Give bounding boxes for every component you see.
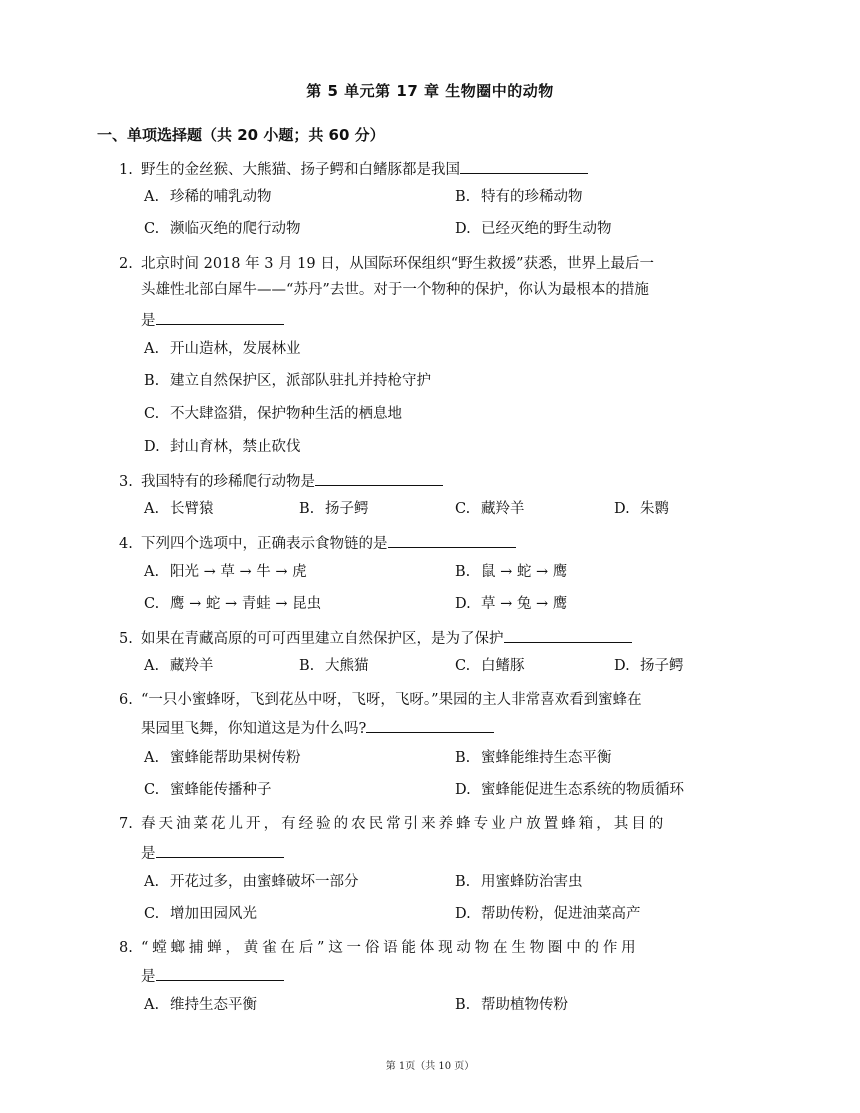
question-number: 5.	[119, 631, 133, 647]
question-text-line: 是	[141, 966, 284, 987]
option-b: B. 用蜜蜂防治害虫	[455, 874, 583, 890]
option-d: D. 草 → 兔 → 鹰	[455, 596, 568, 612]
page-title: 第 5 单元第 17 章 生物圈中的动物	[306, 82, 554, 100]
option-b: B. 扬子鳄	[299, 501, 369, 517]
question-text: 下列四个选项中，正确表示食物链的是	[141, 536, 388, 552]
question-number: 7.	[119, 816, 133, 832]
answer-blank	[315, 471, 443, 486]
option-c: C. 蜜蜂能传播种子	[144, 782, 272, 798]
question-3	[119, 471, 443, 492]
answer-blank	[460, 159, 588, 174]
answer-blank	[156, 310, 284, 325]
page-footer: 第 1页（共 10 页）	[385, 1061, 475, 1072]
question-number: 6.	[119, 692, 133, 708]
option-b: B. 建立自然保护区，派部队驻扎并持枪守护	[144, 373, 431, 389]
option-b: B. 鼠 → 蛇 → 鹰	[455, 564, 568, 580]
question-7	[119, 814, 662, 834]
question-text: “一只小蜜蜂呀，飞到花丛中呀，飞呀，飞呀。”果园的主人非常喜欢看到蜜蜂在	[141, 692, 642, 708]
option-d: D. 扬子鳄	[614, 658, 684, 674]
answer-blank	[366, 718, 494, 733]
question-text-line: 是	[141, 310, 284, 331]
question-text: “ 螳 螂 捕 蝉 ， 黄 雀 在 后 ” 这 一 俗 语 能 体 现 动 物 在 生 物 圈 中 的 作 用	[141, 940, 636, 956]
answer-blank	[388, 533, 516, 548]
answer-blank	[156, 843, 284, 858]
option-b: B. 帮助植物传粉	[455, 997, 568, 1013]
question-text: 野生的金丝猴、大熊猫、扬子鳄和白鳍豚都是我国	[141, 162, 460, 178]
option-d: D. 已经灭绝的野生动物	[455, 221, 612, 237]
option-c: C. 濒临灭绝的爬行动物	[144, 221, 301, 237]
option-d: D. 帮助传粉，促进油菜高产	[455, 906, 641, 922]
question-number: 4.	[119, 536, 133, 552]
question-text-line: 头雄性北部白犀牛——“苏丹”去世。对于一个物种的保护，你认为最根本的措施	[141, 282, 649, 298]
option-c: C. 藏羚羊	[455, 501, 525, 517]
option-a: A. 珍稀的哺乳动物	[144, 189, 272, 205]
option-a: A. 开山造林，发展林业	[144, 341, 301, 357]
option-a: A. 维持生态平衡	[144, 997, 257, 1013]
option-c: C. 鹰 → 蛇 → 青蛙 → 昆虫	[144, 596, 322, 612]
option-c: C. 不大肆盗猎，保护物种生活的栖息地	[144, 406, 402, 422]
option-a: A. 开花过多，由蜜蜂破坏一部分	[144, 874, 359, 890]
question-6	[119, 690, 642, 710]
option-d: D. 朱鹮	[614, 501, 669, 517]
option-a: A. 长臂猿	[144, 501, 214, 517]
section-heading: 一、单项选择题（共 20 小题；共 60 分）	[97, 126, 385, 144]
question-text-line: 是	[141, 843, 284, 864]
option-c: C. 增加田园风光	[144, 906, 257, 922]
question-text: 我国特有的珍稀爬行动物是	[141, 474, 315, 490]
option-b: B. 蜜蜂能维持生态平衡	[455, 750, 612, 766]
option-a: A. 蜜蜂能帮助果树传粉	[144, 750, 301, 766]
question-text-line: 果园里飞舞，你知道这是为什么吗?	[141, 718, 494, 739]
option-b: B. 特有的珍稀动物	[455, 189, 583, 205]
option-d: D. 封山育林，禁止砍伐	[144, 439, 301, 455]
question-text: 如果在青藏高原的可可西里建立自然保护区，是为了保护	[141, 631, 504, 647]
question-number: 3.	[119, 474, 133, 490]
question-2	[119, 254, 654, 274]
answer-blank	[504, 628, 632, 643]
question-5	[119, 628, 632, 649]
option-d: D. 蜜蜂能促进生态系统的物质循环	[455, 782, 684, 798]
question-number: 8.	[119, 940, 133, 956]
option-a: A. 藏羚羊	[144, 658, 214, 674]
question-8	[119, 938, 635, 958]
answer-blank	[156, 966, 284, 981]
question-number: 1.	[119, 162, 133, 178]
option-a: A. 阳光 → 草 → 牛 → 虎	[144, 564, 307, 580]
option-b: B. 大熊猫	[299, 658, 369, 674]
option-c: C. 白鳍豚	[455, 658, 525, 674]
question-number: 2.	[119, 256, 133, 272]
question-text: 春 天 油 菜 花 儿 开 ， 有 经 验 的 农 民 常 引 来 养 蜂 专 业 户 放 置 蜂 箱 ， 其 目 的	[141, 816, 663, 832]
question-4	[119, 533, 516, 554]
question-1	[119, 159, 588, 180]
question-text: 北京时间 2018 年 3 月 19 日，从国际环保组织“野生救援”获悉，世界上最后一	[141, 256, 655, 272]
